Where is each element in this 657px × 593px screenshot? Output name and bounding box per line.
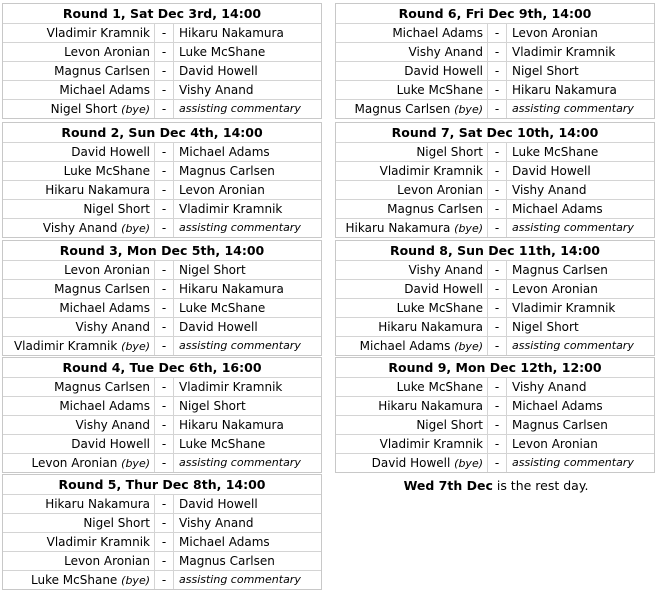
black-player: Magnus Carlsen — [179, 164, 275, 178]
bye-row — [3, 454, 321, 472]
round-table — [335, 122, 655, 238]
bye-player — [3, 100, 154, 118]
bye-label: (bye) — [121, 457, 150, 470]
versus-separator: - — [487, 378, 507, 396]
versus-separator: - — [154, 100, 174, 118]
assisting-commentary-label: assisting commentary — [179, 339, 301, 352]
white-player: Nigel Short — [416, 145, 483, 159]
bye-player-name: Michael Adams — [359, 339, 451, 353]
bye-row — [336, 100, 654, 118]
white-player: Nigel Short — [83, 202, 150, 216]
white-player: Magnus Carlsen — [387, 202, 483, 216]
round-table — [335, 240, 655, 356]
bye-player-name: Nigel Short — [50, 102, 118, 116]
rest-day-note — [336, 478, 656, 493]
pairing-row — [336, 181, 654, 200]
versus-separator: - — [487, 397, 507, 415]
white-player: Luke McShane — [396, 83, 483, 97]
black-player: Luke McShane — [179, 45, 266, 59]
versus-separator: - — [487, 143, 507, 161]
versus-separator: - — [154, 514, 174, 532]
pairing-row — [336, 435, 654, 454]
white-player: Magnus Carlsen — [54, 282, 150, 296]
pairing-row — [336, 200, 654, 219]
pairing-row — [336, 416, 654, 435]
pairing-row — [3, 81, 321, 100]
versus-separator: - — [487, 162, 507, 180]
black-player: Vladimir Kramnik — [179, 380, 283, 394]
black-player: Nigel Short — [512, 64, 579, 78]
versus-separator: - — [487, 81, 507, 99]
black-player: Levon Aronian — [512, 282, 598, 296]
round-title: Round 5, Thur Dec 8th, 14:00 — [3, 475, 321, 495]
pairing-row — [336, 397, 654, 416]
versus-separator: - — [487, 299, 507, 317]
versus-separator: - — [154, 81, 174, 99]
pairing-row — [3, 43, 321, 62]
versus-separator: - — [487, 219, 507, 237]
white-player: Levon Aronian — [64, 45, 150, 59]
black-player: Nigel Short — [179, 263, 246, 277]
assisting-commentary-label: assisting commentary — [179, 573, 301, 586]
black-player: Hikaru Nakamura — [512, 83, 617, 97]
white-player: Vladimir Kramnik — [46, 535, 150, 549]
versus-separator: - — [487, 337, 507, 355]
bye-label: (bye) — [121, 103, 150, 116]
versus-separator: - — [154, 181, 174, 199]
versus-separator: - — [154, 162, 174, 180]
pairing-row — [3, 162, 321, 181]
versus-separator: - — [487, 62, 507, 80]
bye-player — [336, 219, 487, 237]
versus-separator: - — [154, 416, 174, 434]
black-player: David Howell — [512, 164, 591, 178]
round-table — [2, 474, 322, 590]
black-player: Luke McShane — [179, 437, 266, 451]
versus-separator: - — [487, 280, 507, 298]
versus-separator: - — [154, 435, 174, 453]
versus-separator: - — [154, 200, 174, 218]
white-player: Hikaru Nakamura — [378, 399, 483, 413]
assisting-commentary-label: assisting commentary — [512, 221, 634, 234]
white-player: David Howell — [404, 282, 483, 296]
pairing-row — [3, 416, 321, 435]
pairing-row — [336, 24, 654, 43]
pairing-row — [3, 181, 321, 200]
round-table — [335, 3, 655, 119]
pairing-row — [3, 62, 321, 81]
bye-row — [3, 100, 321, 118]
bye-label: (bye) — [121, 340, 150, 353]
black-player: Hikaru Nakamura — [179, 26, 284, 40]
versus-separator: - — [487, 318, 507, 336]
bye-player-name: Vladimir Kramnik — [13, 339, 118, 353]
assisting-commentary-label: assisting commentary — [512, 339, 634, 352]
white-player: Luke McShane — [396, 301, 483, 315]
white-player: Michael Adams — [59, 399, 150, 413]
black-player: Michael Adams — [512, 202, 603, 216]
black-player: Vishy Anand — [179, 83, 254, 97]
versus-separator: - — [154, 571, 174, 589]
white-player: Vladimir Kramnik — [46, 26, 150, 40]
versus-separator: - — [154, 495, 174, 513]
versus-separator: - — [154, 318, 174, 336]
black-player: Nigel Short — [512, 320, 579, 334]
white-player: Vishy Anand — [75, 418, 150, 432]
round-table — [335, 357, 655, 473]
black-player: Magnus Carlsen — [179, 554, 275, 568]
pairing-row — [336, 162, 654, 181]
versus-separator: - — [487, 435, 507, 453]
versus-separator: - — [154, 378, 174, 396]
black-player: Vladimir Kramnik — [512, 301, 616, 315]
black-player: Luke McShane — [179, 301, 266, 315]
pairing-row — [3, 514, 321, 533]
versus-separator: - — [154, 261, 174, 279]
white-player: Vladimir Kramnik — [379, 164, 483, 178]
black-player: Hikaru Nakamura — [179, 282, 284, 296]
round-table — [2, 3, 322, 119]
versus-separator: - — [154, 533, 174, 551]
white-player: Magnus Carlsen — [54, 64, 150, 78]
versus-separator: - — [154, 552, 174, 570]
versus-separator: - — [154, 397, 174, 415]
pairing-row — [3, 435, 321, 454]
rest-day-date: Wed 7th Dec — [403, 478, 493, 493]
white-player: David Howell — [71, 145, 150, 159]
bye-row — [336, 219, 654, 237]
bye-player — [3, 337, 154, 355]
black-player: Magnus Carlsen — [512, 418, 608, 432]
assisting-commentary-label: assisting commentary — [179, 221, 301, 234]
white-player: Hikaru Nakamura — [378, 320, 483, 334]
bye-label: (bye) — [454, 103, 483, 116]
assisting-commentary-label: assisting commentary — [512, 102, 634, 115]
round-table — [2, 240, 322, 356]
black-player: Vladimir Kramnik — [512, 45, 616, 59]
bye-player — [3, 571, 154, 589]
round-title: Round 1, Sat Dec 3rd, 14:00 — [3, 4, 321, 24]
pairing-row — [336, 43, 654, 62]
white-player: Michael Adams — [59, 83, 150, 97]
bye-player-name: Luke McShane — [31, 573, 118, 587]
white-player: Luke McShane — [63, 164, 150, 178]
black-player: David Howell — [179, 320, 258, 334]
round-title: Round 2, Sun Dec 4th, 14:00 — [3, 123, 321, 143]
versus-separator: - — [154, 24, 174, 42]
black-player: Levon Aronian — [512, 437, 598, 451]
white-player: David Howell — [404, 64, 483, 78]
black-player: Luke McShane — [512, 145, 599, 159]
bye-player — [336, 454, 487, 472]
black-player: Vishy Anand — [179, 516, 254, 530]
bye-label: (bye) — [454, 340, 483, 353]
black-player: Vladimir Kramnik — [179, 202, 283, 216]
pairing-row — [3, 143, 321, 162]
pairing-row — [3, 280, 321, 299]
versus-separator: - — [154, 219, 174, 237]
white-player: Michael Adams — [59, 301, 150, 315]
versus-separator: - — [154, 454, 174, 472]
versus-separator: - — [487, 181, 507, 199]
black-player: Michael Adams — [512, 399, 603, 413]
black-player: Levon Aronian — [512, 26, 598, 40]
bye-label: (bye) — [121, 574, 150, 587]
white-player: Vishy Anand — [408, 45, 483, 59]
white-player: Michael Adams — [392, 26, 483, 40]
bye-player-name: David Howell — [371, 456, 451, 470]
assisting-commentary-label: assisting commentary — [179, 456, 301, 469]
versus-separator: - — [154, 280, 174, 298]
white-player: Levon Aronian — [397, 183, 483, 197]
black-player: Vishy Anand — [512, 380, 587, 394]
round-table — [2, 357, 322, 473]
black-player: Michael Adams — [179, 535, 270, 549]
pairing-row — [336, 299, 654, 318]
pairing-row — [336, 62, 654, 81]
round-title: Round 9, Mon Dec 12th, 12:00 — [336, 358, 654, 378]
versus-separator: - — [154, 143, 174, 161]
pairing-row — [336, 261, 654, 280]
bye-row — [3, 219, 321, 237]
bye-player — [336, 337, 487, 355]
bye-label: (bye) — [454, 222, 483, 235]
pairing-row — [336, 318, 654, 337]
black-player: Nigel Short — [179, 399, 246, 413]
white-player: Luke McShane — [396, 380, 483, 394]
black-player: Vishy Anand — [512, 183, 587, 197]
bye-player-name: Hikaru Nakamura — [345, 221, 451, 235]
bye-player-name: Vishy Anand — [42, 221, 118, 235]
bye-label: (bye) — [454, 457, 483, 470]
white-player: Levon Aronian — [64, 263, 150, 277]
versus-separator: - — [487, 416, 507, 434]
round-title: Round 7, Sat Dec 10th, 14:00 — [336, 123, 654, 143]
rest-day-text: is the rest day. — [492, 478, 589, 493]
white-player: Magnus Carlsen — [54, 380, 150, 394]
versus-separator: - — [487, 24, 507, 42]
versus-separator: - — [487, 200, 507, 218]
white-player: Vishy Anand — [75, 320, 150, 334]
pairing-row — [3, 397, 321, 416]
pairing-row — [3, 200, 321, 219]
versus-separator: - — [154, 337, 174, 355]
round-title: Round 6, Fri Dec 9th, 14:00 — [336, 4, 654, 24]
assisting-commentary-label: assisting commentary — [179, 102, 301, 115]
black-player: Hikaru Nakamura — [179, 418, 284, 432]
black-player: David Howell — [179, 497, 258, 511]
versus-separator: - — [154, 299, 174, 317]
versus-separator: - — [487, 43, 507, 61]
pairing-row — [336, 378, 654, 397]
white-player: Hikaru Nakamura — [45, 183, 150, 197]
versus-separator: - — [154, 62, 174, 80]
round-title: Round 3, Mon Dec 5th, 14:00 — [3, 241, 321, 261]
bye-row — [3, 337, 321, 355]
bye-player-name: Magnus Carlsen — [354, 102, 451, 116]
white-player: David Howell — [71, 437, 150, 451]
pairing-row — [3, 378, 321, 397]
bye-player — [336, 100, 487, 118]
pairing-row — [336, 81, 654, 100]
bye-player — [3, 454, 154, 472]
white-player: Vishy Anand — [408, 263, 483, 277]
white-player: Nigel Short — [416, 418, 483, 432]
versus-separator: - — [487, 100, 507, 118]
pairing-row — [3, 261, 321, 280]
black-player: Michael Adams — [179, 145, 270, 159]
round-title: Round 4, Tue Dec 6th, 16:00 — [3, 358, 321, 378]
pairing-row — [3, 533, 321, 552]
white-player: Hikaru Nakamura — [45, 497, 150, 511]
black-player: Levon Aronian — [179, 183, 265, 197]
white-player: Levon Aronian — [64, 554, 150, 568]
versus-separator: - — [487, 261, 507, 279]
bye-row — [336, 337, 654, 355]
pairing-row — [3, 299, 321, 318]
pairing-row — [336, 280, 654, 299]
bye-player — [3, 219, 154, 237]
bye-player-name: Levon Aronian — [31, 456, 118, 470]
bye-row — [336, 454, 654, 472]
pairing-row — [336, 143, 654, 162]
pairing-row — [3, 495, 321, 514]
bye-label: (bye) — [121, 222, 150, 235]
assisting-commentary-label: assisting commentary — [512, 456, 634, 469]
pairing-row — [3, 552, 321, 571]
white-player: Nigel Short — [83, 516, 150, 530]
black-player: Magnus Carlsen — [512, 263, 608, 277]
versus-separator: - — [487, 454, 507, 472]
round-table — [2, 122, 322, 238]
versus-separator: - — [154, 43, 174, 61]
white-player: Vladimir Kramnik — [379, 437, 483, 451]
bye-row — [3, 571, 321, 589]
pairing-row — [3, 24, 321, 43]
pairing-row — [3, 318, 321, 337]
round-title: Round 8, Sun Dec 11th, 14:00 — [336, 241, 654, 261]
black-player: David Howell — [179, 64, 258, 78]
